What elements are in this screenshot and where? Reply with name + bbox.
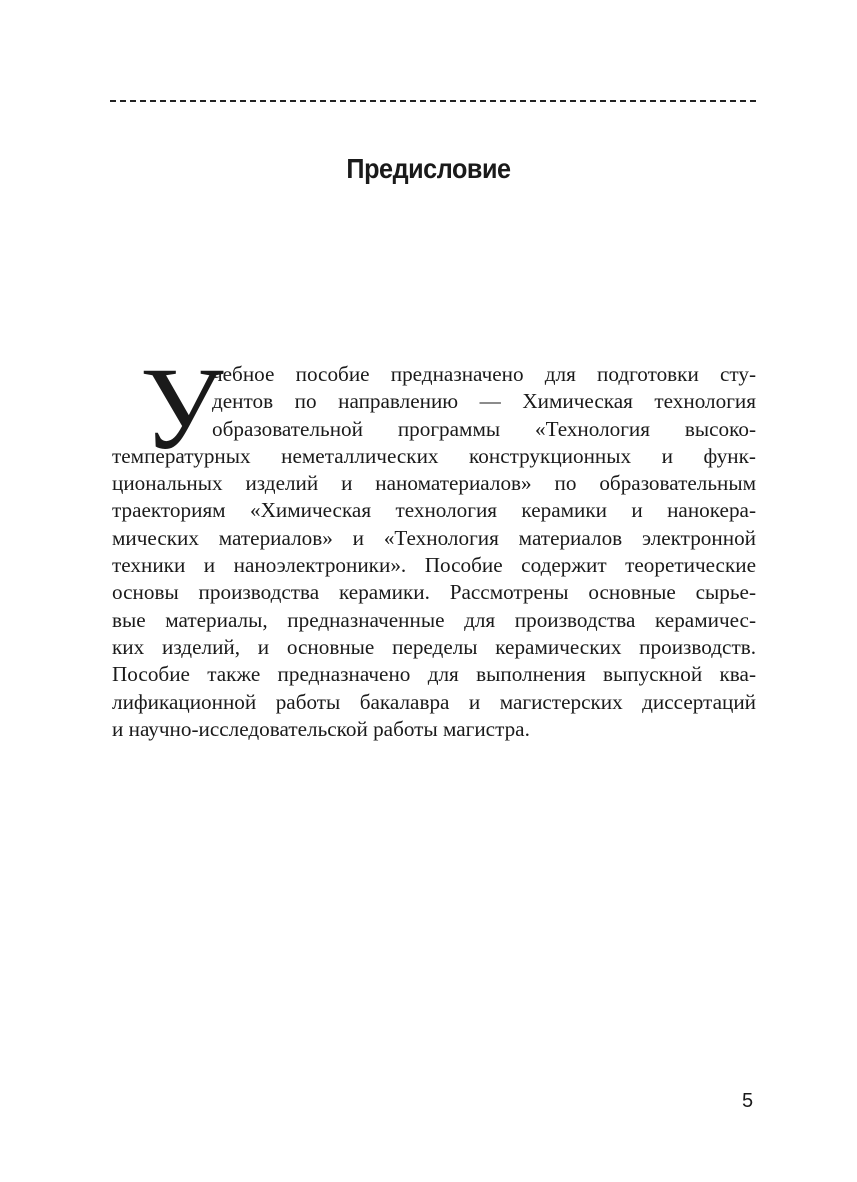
- page-title: Предисловие: [346, 152, 511, 184]
- paragraph-line: вые материалы, предназначенные для производства керамичес-: [112, 607, 756, 632]
- paragraph-line: основы производства керамики. Рассмотрены основные сырье-: [112, 580, 756, 605]
- header-dashed-rule: [110, 100, 756, 102]
- paragraph-line: образовательной программы «Технология высоко-: [212, 416, 756, 441]
- drop-cap-letter: У: [140, 343, 224, 474]
- paragraph-line: Пособие также предназначено для выполнения выпускной ква-: [112, 662, 756, 687]
- paragraph-line: лификационной работы бакалавра и магистерских диссертаций: [112, 689, 756, 714]
- paragraph-line: дентов по направлению — Химическая технология: [212, 389, 756, 414]
- paragraph-line: техники и наноэлектроники». Пособие содержит теоретические: [112, 553, 756, 578]
- page-number: 5: [742, 1090, 754, 1112]
- paragraph-line: и научно-исследовательской работы магистра.: [112, 716, 530, 741]
- paragraph-line: циональных изделий и наноматериалов» по образовательным: [112, 471, 756, 496]
- paragraph-line: температурных неметаллических конструкционных и функ-: [112, 443, 756, 468]
- paragraph-line: чебное пособие предназначено для подготовки сту-: [212, 362, 756, 386]
- paragraph-line: ких изделий, и основные переделы керамических производств.: [112, 634, 756, 659]
- preface-paragraph: [112, 361, 756, 743]
- paragraph-line: мических материалов» и «Технология материалов электронной: [112, 525, 756, 550]
- paragraph-line: траекториям «Химическая технология керамики и нанокера-: [112, 498, 756, 523]
